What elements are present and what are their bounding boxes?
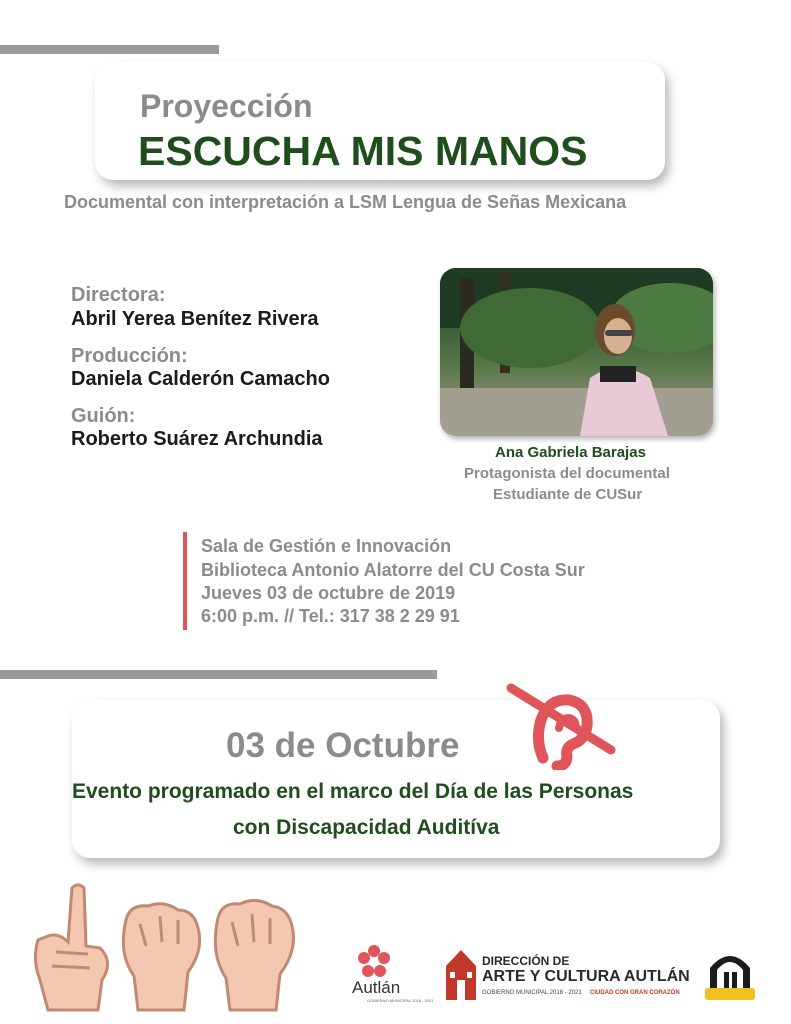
event-description-line2: con Discapacidad Auditíva <box>233 816 500 839</box>
event-description-line1: Evento programado en el marco del Día de las Personas <box>72 780 634 803</box>
venue-date: Jueves 03 de octubre de 2019 <box>201 583 456 603</box>
top-divider-bar <box>0 45 219 54</box>
protagonist-role: Protagonista del documental <box>464 465 670 482</box>
protagonist-name: Ana Gabriela Barajas <box>495 444 646 461</box>
venue-library: Biblioteca Antonio Alatorre del CU Costa Sur <box>201 560 585 580</box>
page-title: ESCUCHA MIS MANOS <box>138 128 588 174</box>
direccion-logo-text: DIRECCIÓN DE <box>482 954 570 968</box>
protagonist-photo <box>440 268 713 436</box>
subtitle: Documental con interpretación a LSM Lengua de Señas Mexicana <box>64 192 627 212</box>
venue-room: Sala de Gestión e Innovación <box>201 536 452 556</box>
kicker-text: Proyección <box>140 88 313 124</box>
cultural-center-badge-icon <box>705 946 755 1002</box>
credit-name-production: Daniela Calderón Camacho <box>71 368 330 390</box>
deaf-icon <box>505 680 617 770</box>
protagonist-school: Estudiante de CUSur <box>493 486 643 503</box>
arte-cultura-logo-text: ARTE Y CULTURA AUTLÁN <box>482 968 690 985</box>
autlan-flower-icon <box>357 945 391 979</box>
event-date: 03 de Octubre <box>226 726 460 765</box>
autlan-logo-text: Autlán <box>352 978 401 997</box>
venue-accent-line <box>183 532 187 630</box>
credit-name-script: Roberto Suárez Archundia <box>71 428 323 450</box>
gobierno-logo-text: GOBIERNO MUNICIPAL 2018 - 2021 <box>482 990 582 996</box>
sign-language-hands-icon <box>18 880 303 1015</box>
venue-time-phone: 6:00 p.m. // Tel.: 317 38 2 29 91 <box>201 606 460 626</box>
church-icon <box>444 948 478 1000</box>
credit-role-script: Guión: <box>71 405 136 427</box>
autlan-logo-subtext: GOBIERNO MUNICIPAL 2018 - 2021 <box>367 998 434 1003</box>
ciudad-logo-text: CIUDAD CON GRAN CORAZÓN <box>590 990 680 996</box>
credit-name-director: Abril Yerea Benítez Rivera <box>71 308 319 330</box>
credit-role-production: Producción: <box>71 345 188 367</box>
credit-role-director: Directora: <box>71 284 166 306</box>
middle-divider-bar <box>0 670 437 679</box>
